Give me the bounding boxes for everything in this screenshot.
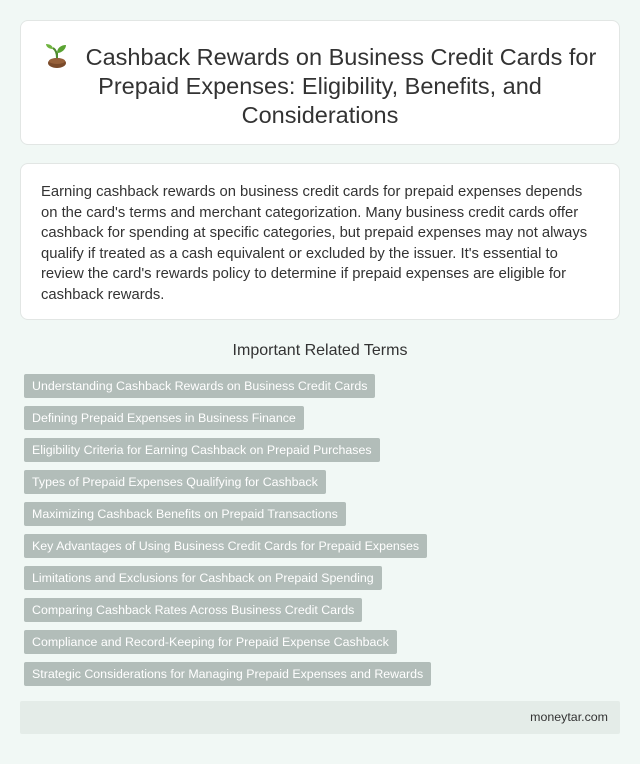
related-terms-heading: Important Related Terms [232,342,408,359]
term-row [24,406,616,438]
intro-paragraph: Earning cashback rewards on business credit cards for prepaid expenses depends on the card's terms and merchant categorization. Many business credit cards offer cashback for spending at specific categories, but prepaid expenses may not always qualify if treated as a cash equivalent or excluded by the issuer. It's essential to review the card's rewards policy to determine if prepaid expenses are eligible for cashback rewards. [41,184,588,303]
page-title-text: Cashback Rewards on Business Credit Cards for Prepaid Expenses: Eligibility, Benefits, and Considerations [85,44,597,128]
related-term-chip[interactable]: Strategic Considerations for Managing Prepaid Expenses and Rewards [24,662,431,686]
footer [20,701,620,734]
term-row [24,598,616,630]
related-term-chip[interactable]: Defining Prepaid Expenses in Business Finance [24,406,304,430]
related-term-chip[interactable]: Maximizing Cashback Benefits on Prepaid Transactions [24,502,346,526]
intro-card [20,163,620,320]
related-term-chip[interactable]: Eligibility Criteria for Earning Cashback on Prepaid Purchases [24,438,380,462]
title-card [20,20,620,145]
page-title [41,43,599,130]
sprout-icon [44,43,70,69]
term-row [24,566,616,598]
related-term-chip[interactable]: Compliance and Record-Keeping for Prepaid Expense Cashback [24,630,397,654]
footer-site[interactable]: moneytar.com [530,710,608,724]
related-terms-list [24,374,616,694]
term-row [24,438,616,470]
related-term-chip[interactable]: Key Advantages of Using Business Credit Cards for Prepaid Expenses [24,534,427,558]
related-term-chip[interactable]: Limitations and Exclusions for Cashback on Prepaid Spending [24,566,382,590]
term-row [24,662,616,694]
related-term-chip[interactable]: Understanding Cashback Rewards on Business Credit Cards [24,374,375,398]
related-term-chip[interactable]: Comparing Cashback Rates Across Business Credit Cards [24,598,362,622]
term-row [24,374,616,406]
term-row [24,502,616,534]
term-row [24,630,616,662]
term-row [24,470,616,502]
related-term-chip[interactable]: Types of Prepaid Expenses Qualifying for Cashback [24,470,326,494]
term-row [24,534,616,566]
